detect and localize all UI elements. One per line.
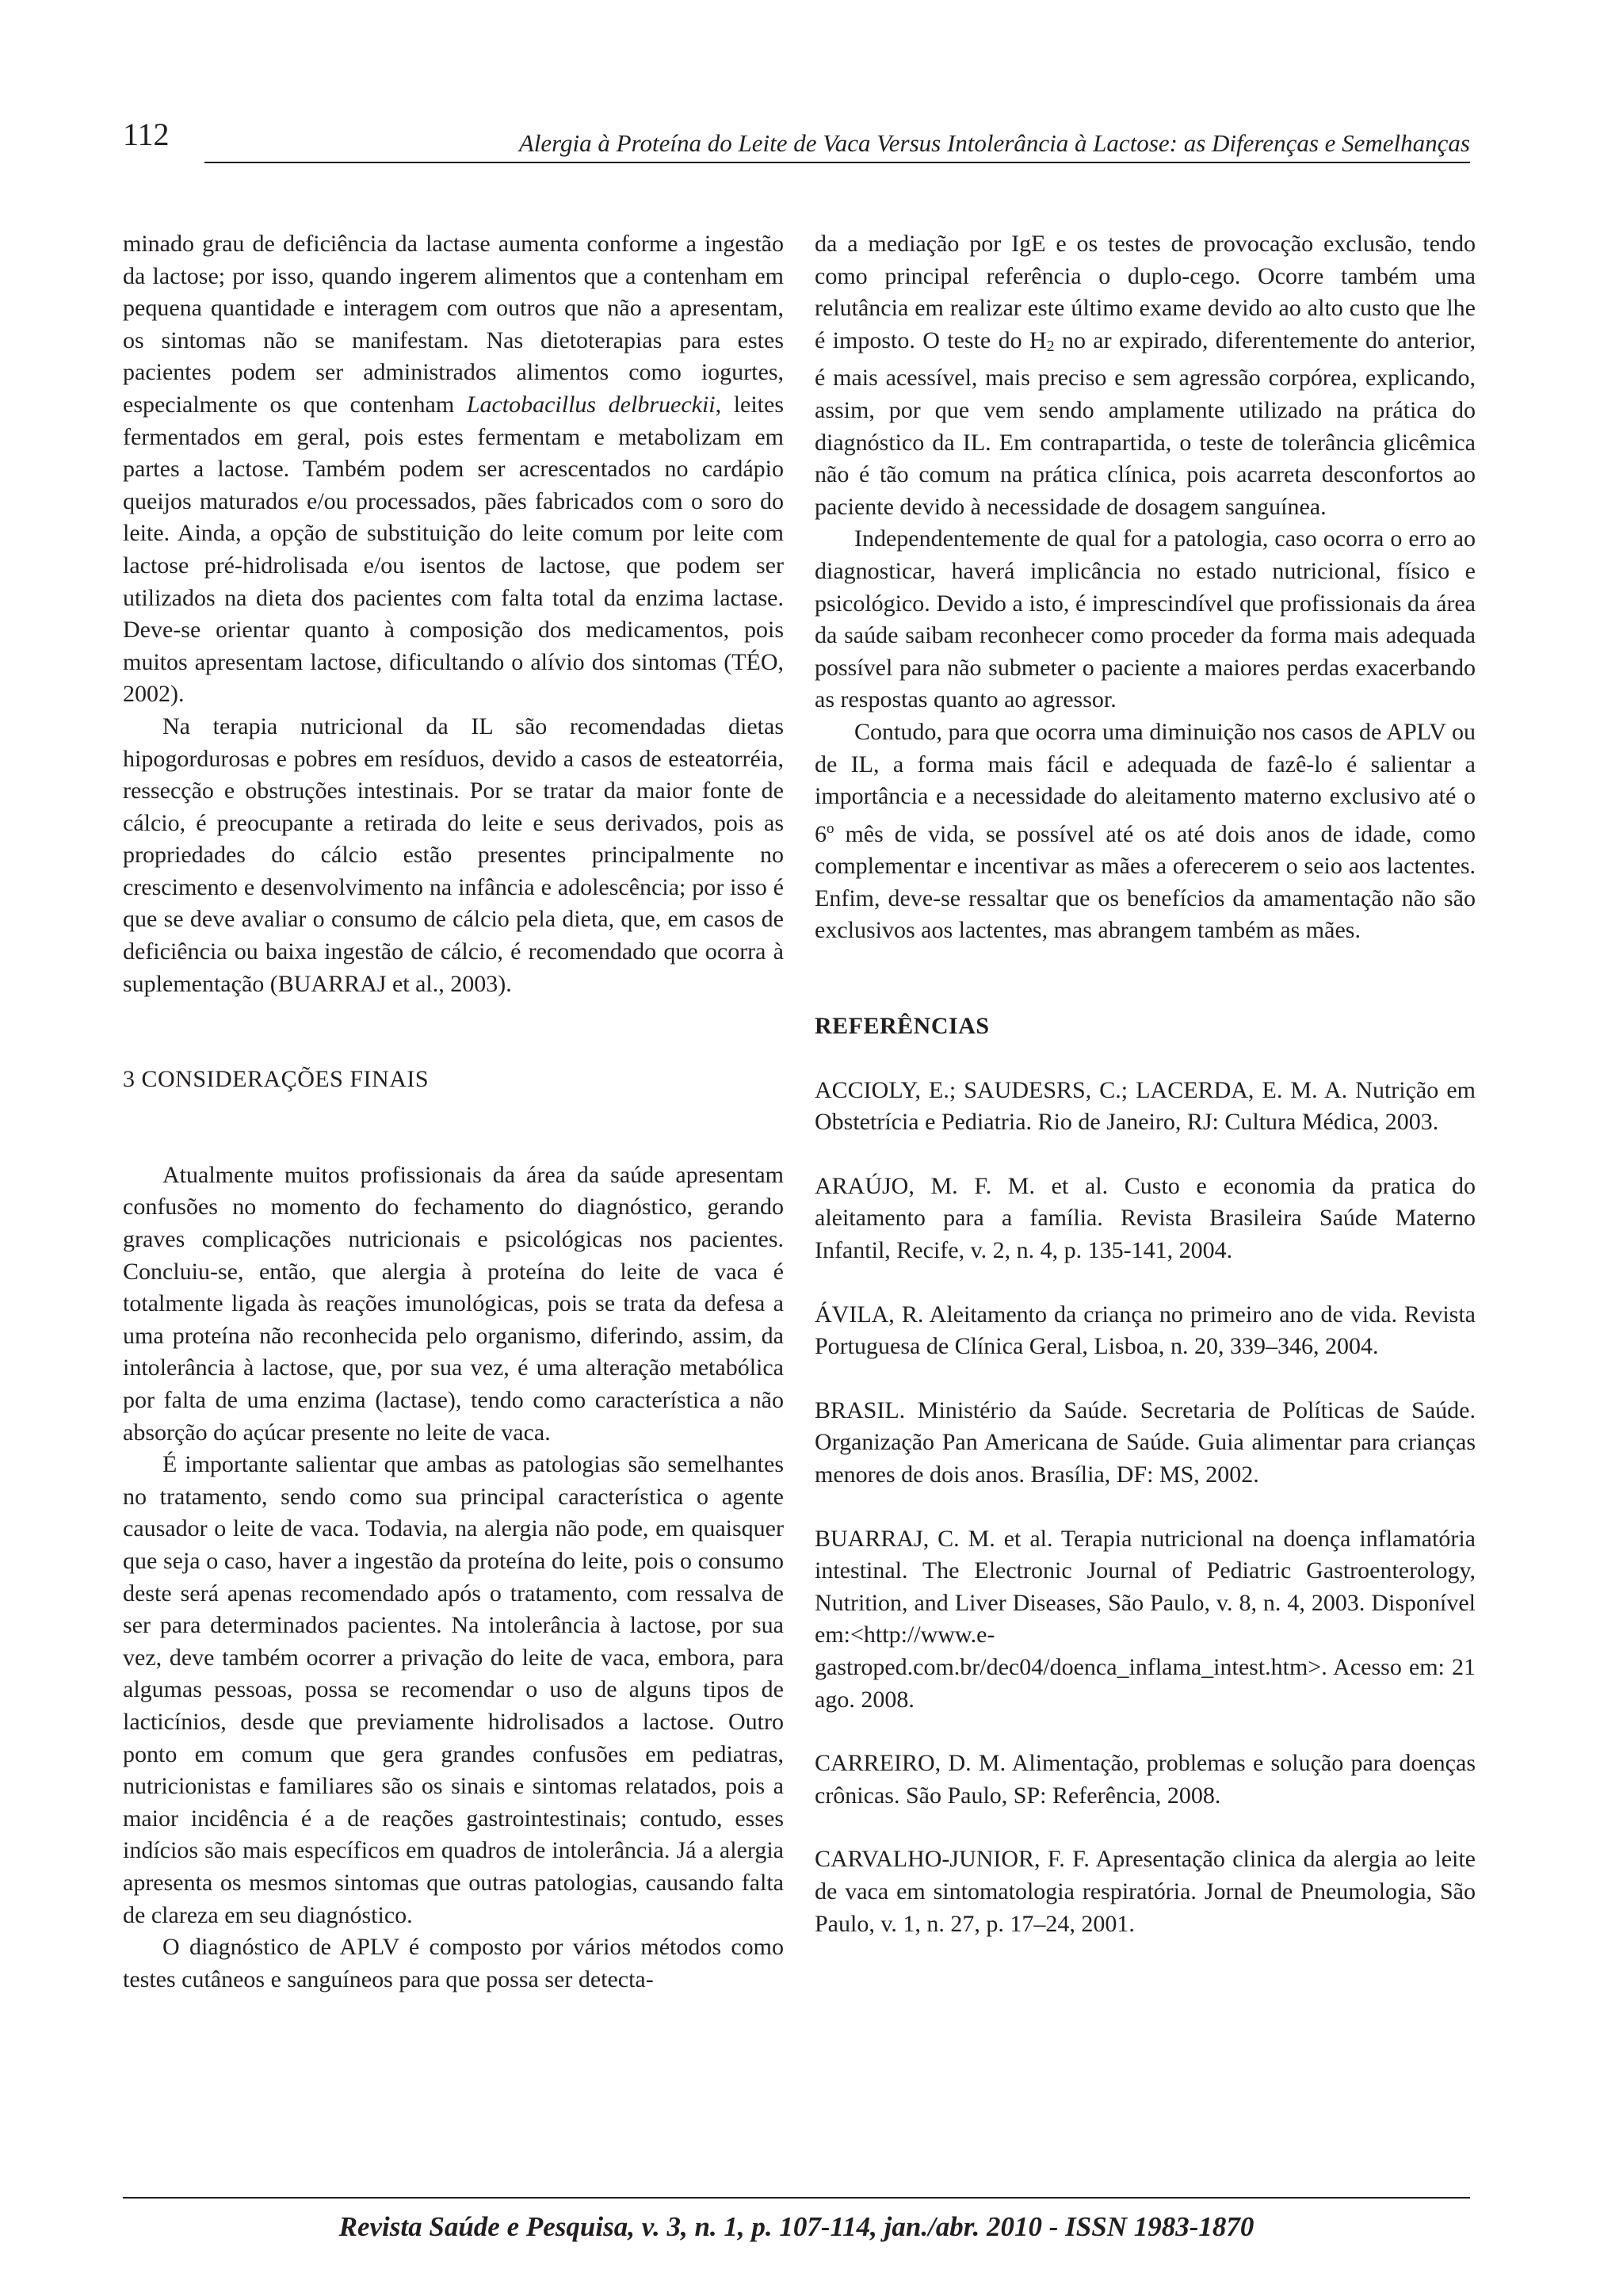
- species-name: Lactobacillus delbrueckii: [466, 391, 716, 418]
- reference-entry: ÁVILA, R. Aleitamento da criança no primeiro ano de vida. Revista Portuguesa de Clínica Geral, Lisboa, n. 20, 339–346, 2004.: [815, 1301, 1476, 1360]
- header-rule: [204, 162, 1470, 163]
- paragraph: Independentemente de qual for a patologia, caso ocorra o erro ao diagnosticar, haverá implicância no estado nutricional, físico e psicológico. Devido a isto, é imprescindível que profissionais da área da saúde saibam reconhecer como proceder da forma mais adequada possível para não submeter o paciente a maiores perdas exacerbando as respostas quanto ao agressor.: [815, 525, 1476, 713]
- reference-entry: ACCIOLY, E.; SAUDESRS, C.; LACERDA, E. M. A. Nutrição em Obstetrícia e Pediatria. Rio de Janeiro, RJ: Cultura Médica, 2003.: [815, 1076, 1476, 1136]
- left-column: [123, 228, 784, 1996]
- reference-entry: BUARRAJ, C. M. et al. Terapia nutricional na doença inflamatória intestinal. The Electronic Journal of Pediatric Gastroenterology, Nutrition, and Liver Diseases, São Paulo, v. 8, n. 4, 2003. Disponível em:<http://www.e-gastroped.com.br/dec04/doenca_inflama_intest.htm>. Acesso em: 21 ago. 2008.: [815, 1525, 1476, 1713]
- reference-entry: CARREIRO, D. M. Alimentação, problemas e solução para doenças crônicas. São Paulo, SP: Referência, 2008.: [815, 1750, 1476, 1809]
- paragraph: Na terapia nutricional da IL são recomendadas dietas hipogordurosas e pobres em resíduos, devido a casos de esteatorréia, ressecção e obstruções intestinais. Por se tratar da maior fonte de cálcio, é preocupante a retirada do leite e seus derivados, pois as propriedades do cálcio estão presentes principalmente no crescimento e desenvolvimento na infância e adolescência; por isso é que se deve avaliar o consumo de cálcio pela dieta, que, em casos de deficiência ou baixa ingestão de cálcio, é recomendado que ocorra à suplementação (BUARRAJ et al., 2003).: [123, 712, 784, 997]
- text-run: mês de vida, se possível até os até dois anos de idade, como complementar e incentivar as mães a oferecerem o seio aos lactentes. Enfim, deve-se ressaltar que os benefícios da amamentação não são exclusivos aos lactentes, mas abrangem também as mães.: [815, 820, 1476, 944]
- reference-entry: BRASIL. Ministério da Saúde. Secretaria de Políticas de Saúde. Organização Pan Americana de Saúde. Guia alimentar para crianças menores de dois anos. Brasília, DF: MS, 2002.: [815, 1396, 1476, 1488]
- subscript: 2: [1046, 337, 1055, 355]
- reference-entry: ARAÚJO, M. F. M. et al. Custo e economia da pratica do aleitamento para a família. Revista Brasileira Saúde Materno Infantil, Recife, v. 2, n. 4, p. 135-141, 2004.: [815, 1172, 1476, 1264]
- paragraph: [815, 716, 1476, 947]
- text-run: , leites fermentados em geral, pois estes fermentam e metabolizam em partes a lactose. Também podem ser acrescentados no cardápio queijos maturados e/ou processados, pães fabricados com o soro do leite. Ainda, a opção de substituição do leite comum por leite com lactose pré-hidrolisada e/ou isentos de lactose, que podem ser utilizados na dieta dos pacientes com falta total da enzima lactase. Deve-se orientar quanto à composição dos medicamentos, pois muitos apresentam lactose, dificultando o alívio dos sintomas (TÉO, 2002).: [123, 391, 785, 708]
- text-run: Contudo, para que ocorra uma diminuição nos casos de APLV ou de IL, a forma mais fácil e adequada de fazê-lo é salientar a importância e a necessidade do aleitamento materno exclusivo até o 6: [815, 718, 1476, 847]
- reference-entry: CARVALHO-JUNIOR, F. F. Apresentação clinica da alergia ao leite de vaca em sintomatologia respiratória. Jornal de Pneumologia, São Paulo, v. 1, n. 27, p. 17–24, 2001.: [815, 1846, 1476, 1937]
- journal-citation: Revista Saúde e Pesquisa, v. 3, n. 1, p. 107-114, jan./abr. 2010 - ISSN 1983-1870: [338, 2211, 1254, 2242]
- running-title: Alergia à Proteína do Leite de Vaca Versus Intolerância à Lactose: as Diferenças e Semelhanças: [518, 129, 1470, 157]
- paragraph: O diagnóstico de APLV é composto por vários métodos como testes cutâneos e sanguíneos para que possa ser detecta-: [123, 1934, 784, 1992]
- footer-rule: [123, 2197, 1470, 2199]
- references-heading: REFERÊNCIAS: [815, 1013, 990, 1040]
- paragraph: É importante salientar que ambas as patologias são semelhantes no tratamento, sendo como sua principal característica o agente causador o leite de vaca. Todavia, na alergia não pode, em quaisquer que seja o caso, haver a ingestão da proteína do leite, pois o consumo deste será apenas recomendado após o tratamento, com ressalva de ser para determinados pacientes. Na intolerância à lactose, por sua vez, deve também ocorrer a privação do leite de vaca, embora, para algumas pessoas, possa se recomendar o uso de alguns tipos de lacticínios, desde que previamente hidrolisados a lactose. Outro ponto em comum que gera grandes confusões em pediatras, nutricionistas e familiares são os sinais e sintomas relatados, pois a maior incidência é a de reações gastrointestinais; contudo, esses indícios são mais específicos em quadros de intolerância. Já a alergia apresenta os mesmos sintomas que outras patologias, causando falta de clareza em seu diagnóstico.: [123, 1451, 784, 1928]
- paragraph: [815, 228, 1476, 523]
- paragraph: Atualmente muitos profissionais da área da saúde apresentam confusões no momento do fechamento do diagnóstico, gerando graves complicações nutricionais e psicológicas nos pacientes. Concluiu-se, então, que alergia à proteína do leite de vaca é totalmente ligada às reações imunológicas, pois se trata da defesa a uma proteína não reconhecida pelo organismo, diferindo, assim, da intolerância à lactose, que, por sua vez, é uma alteração metabólica por falta de uma enzima (lactase), tendo como característica a não absorção do açúcar presente no leite de vaca.: [123, 1161, 784, 1446]
- text-run: da a mediação por IgE e os testes de provocação exclusão, tendo como principal referência o duplo-cego. Ocorre também uma relutância em realizar este último exame devido ao alto custo que lhe é imposto. O teste do H: [815, 231, 1476, 353]
- section-heading: 3 CONSIDERAÇÕES FINAIS: [123, 1066, 430, 1093]
- superscript: o: [827, 819, 834, 837]
- page-number: 112: [123, 117, 170, 152]
- text-run: minado grau de deficiência da lactase aumenta conforme a ingestão da lactose; por isso, quando ingerem alimentos que a contenham em pequena quantidade e interagem com outros que não a apresentam, os sintomas não se manifestam. Nas dietoterapias para estes pacientes podem ser administrados alimentos como iogurtes, especialmente os que contenham: [123, 231, 784, 418]
- text-run: no ar expirado, diferentemente do anterior, é mais acessível, mais preciso e sem agressão corpórea, explicando, assim, por que vem sendo amplamente utilizado na prática do diagnóstico da IL. Em contrapartida, o teste de tolerância glicêmica não é tão comum na prática clínica, pois acarreta desconfortos ao paciente devido à necessidade de dosagem sanguínea.: [815, 327, 1476, 520]
- right-column: [815, 228, 1476, 1940]
- paragraph: [123, 228, 784, 711]
